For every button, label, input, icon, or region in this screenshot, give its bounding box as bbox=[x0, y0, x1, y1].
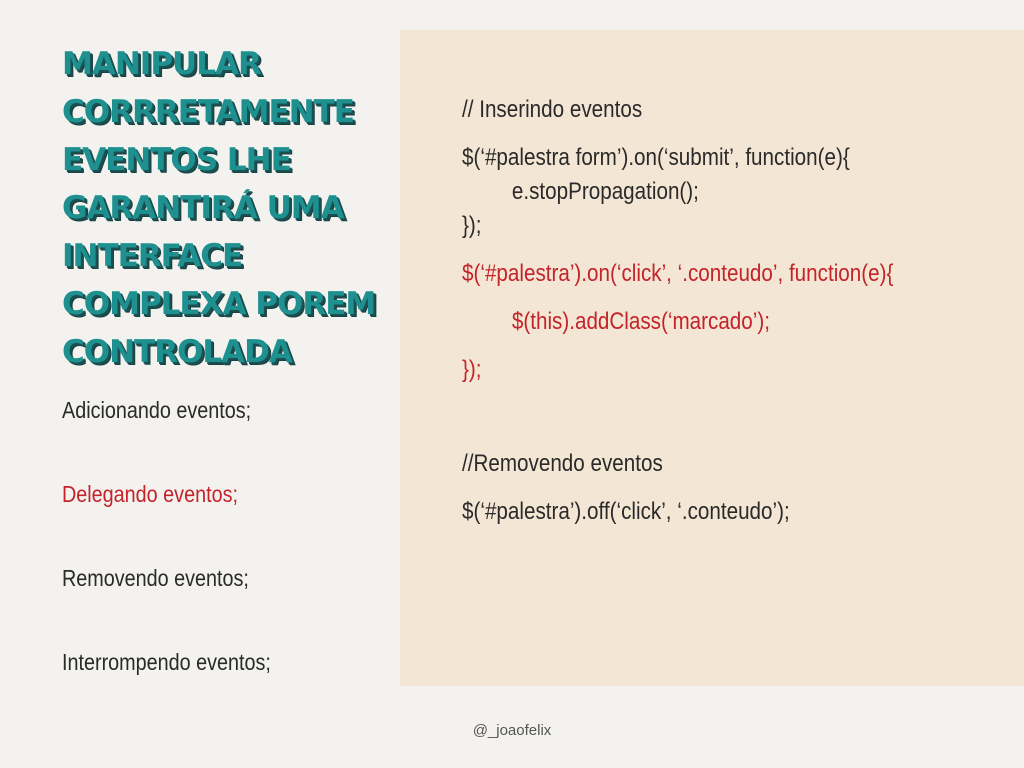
code-line-add-class: $(this).addClass(‘marcado’); bbox=[511, 308, 770, 335]
code-line-submit-handler: $(‘#palestra form’).on(‘submit’, function(e){ bbox=[462, 144, 850, 171]
title-line: GARANTIRÁ UMA bbox=[62, 190, 344, 226]
code-comment-inserindo: // Inserindo eventos bbox=[462, 96, 643, 123]
code-line-off-handler: $(‘#palestra’).off(‘click’, ‘.conteudo’); bbox=[462, 498, 790, 525]
code-line-delegate-handler: $(‘#palestra’).on(‘click’, ‘.conteudo’, function(e){ bbox=[462, 260, 894, 287]
topic-item-delegando: Delegando eventos; bbox=[62, 481, 238, 507]
title-line: COMPLEXA POREM bbox=[62, 286, 376, 322]
code-line-stop-propagation: e.stopPropagation(); bbox=[511, 178, 699, 205]
code-line-close: }); bbox=[462, 212, 482, 239]
topic-item-interrompendo: Interrompendo eventos; bbox=[62, 649, 271, 675]
code-comment-removendo: //Removendo eventos bbox=[462, 450, 663, 477]
footer-handle: @_joaofelix bbox=[472, 722, 552, 739]
title-line: INTERFACE bbox=[62, 238, 243, 274]
slide-title bbox=[62, 40, 402, 376]
code-block bbox=[462, 86, 1022, 536]
title-line: CORRRETAMENTE bbox=[62, 94, 354, 130]
title-line: EVENTOS LHE bbox=[62, 142, 291, 178]
code-line-blank bbox=[462, 394, 944, 440]
topic-list bbox=[62, 390, 305, 726]
topic-item-removendo: Removendo eventos; bbox=[62, 565, 249, 591]
topic-item-adicionando: Adicionando eventos; bbox=[62, 397, 252, 423]
title-line: CONTROLADA bbox=[62, 334, 292, 370]
code-line-close-delegate: }); bbox=[462, 356, 482, 383]
title-line: MANIPULAR bbox=[62, 46, 261, 82]
code-panel bbox=[400, 30, 1024, 686]
